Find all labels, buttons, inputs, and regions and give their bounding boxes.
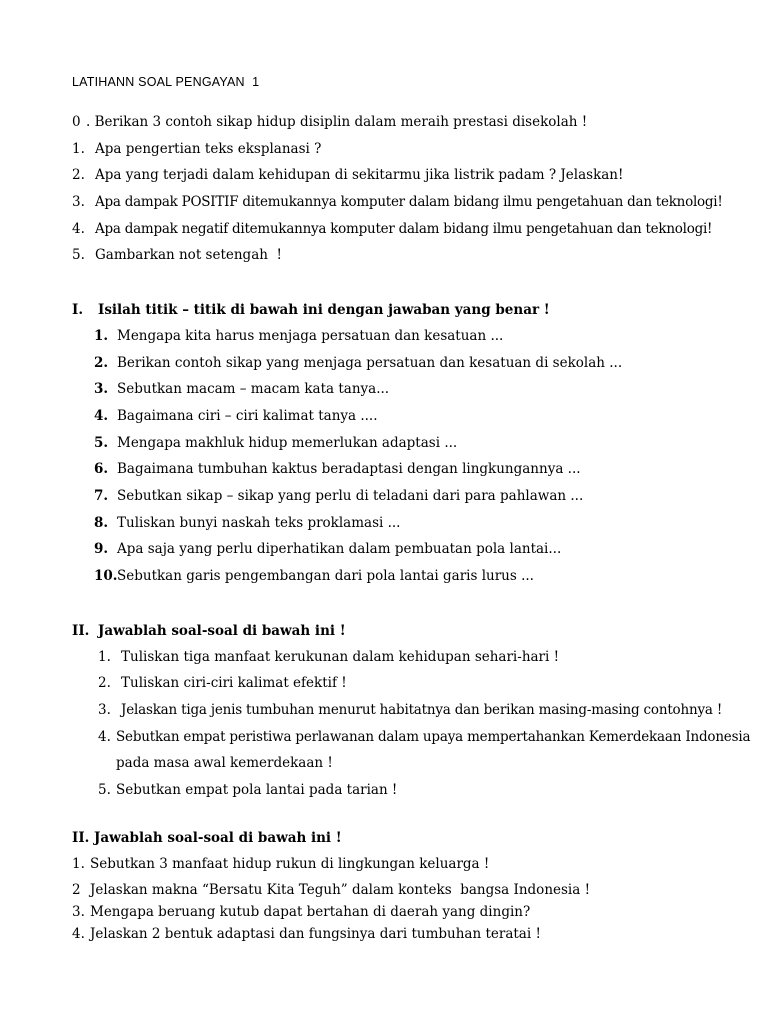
section-1-item-text: Sebutkan sikap – sikap yang perlu di teladani dari para pahlawan ...: [117, 488, 584, 504]
section-1-item-number: 4.: [94, 408, 109, 424]
section-3-item-text: Sebutkan 3 manfaat hidup rukun di lingkungan keluarga !: [90, 856, 490, 872]
section-1-item-number: 7.: [94, 488, 109, 504]
intro-item-number: 3.: [72, 194, 85, 210]
section-2-item-number: 2.: [98, 675, 111, 691]
section-3-item-text: Mengapa beruang kutub dapat bertahan di daerah yang dingin?: [90, 904, 531, 920]
section-1-item-number: 8.: [94, 515, 109, 531]
section-1-item-number: 9.: [94, 541, 109, 557]
section-1-item-number: 10.: [94, 568, 118, 584]
section-2-item-number: 1.: [98, 649, 111, 665]
section-1-item-number: 6.: [94, 461, 109, 477]
intro-item-text: Apa dampak POSITIF ditemukannya komputer dalam bidang ilmu pengetahuan dan teknologi!: [95, 194, 723, 210]
intro-item-number: 4.: [72, 221, 85, 237]
intro-item-number: 2.: [72, 167, 85, 183]
section-2-item-text: Tuliskan ciri-ciri kalimat efektif !: [121, 675, 347, 691]
section-1-item-number: 2.: [94, 355, 109, 371]
section-1-item-text: Sebutkan macam – macam kata tanya...: [117, 381, 390, 397]
intro-item-number: 5.: [72, 247, 85, 263]
page-title: LATIHANN SOAL PENGAYAN 1: [72, 75, 260, 89]
section-1-item-text: Mengapa makhluk hidup memerlukan adaptasi ...: [117, 435, 458, 451]
section-3-item-number: 4.: [72, 926, 85, 942]
section-3-item-number: 2: [72, 882, 81, 898]
section-3-item-number: 3.: [72, 904, 85, 920]
intro-item-number: 1.: [72, 141, 85, 157]
section-1-item-number: 3.: [94, 381, 109, 397]
section-1-item-text: Bagaimana tumbuhan kaktus beradaptasi dengan lingkungannya ...: [117, 461, 581, 477]
section-2-item-number: 4.: [98, 729, 111, 745]
section-3-heading: II. Jawablah soal-soal di bawah ini !: [72, 830, 342, 846]
intro-item-text: Apa yang terjadi dalam kehidupan di sekitarmu jika listrik padam ? Jelaskan!: [95, 167, 624, 183]
section-3-item-number: 1.: [72, 856, 85, 872]
section-2-item-continuation: pada masa awal kemerdekaan !: [116, 755, 333, 771]
section-1-item-text: Apa saja yang perlu diperhatikan dalam pembuatan pola lantai...: [117, 541, 562, 557]
section-2-heading: Jawablah soal-soal di bawah ini !: [98, 623, 346, 639]
intro-item-text: Apa dampak negatif ditemukannya komputer dalam bidang ilmu pengetahuan dan teknologi!: [95, 221, 713, 237]
section-2-item-text: Sebutkan empat peristiwa perlawanan dalam upaya mempertahankan Kemerdekaan Indonesia: [116, 729, 751, 745]
section-3-item-text: Jelaskan 2 bentuk adaptasi dan fungsinya dari tumbuhan teratai !: [90, 926, 541, 942]
section-3-item-text: Jelaskan makna “Bersatu Kita Teguh” dalam konteks bangsa Indonesia !: [90, 882, 591, 898]
section-2-item-text: Jelaskan tiga jenis tumbuhan menurut habitatnya dan berikan masing-masing contohnya !: [121, 702, 723, 718]
section-2-item-number: 5.: [98, 782, 111, 798]
section-1-item-number: 1.: [94, 328, 109, 344]
section-2-numeral: II.: [72, 623, 90, 639]
section-2-item-number: 3.: [98, 702, 111, 718]
section-1-item-text: Tuliskan bunyi naskah teks proklamasi ...: [117, 515, 401, 531]
section-1-numeral: I.: [72, 302, 84, 318]
section-1-item-text: Berikan contoh sikap yang menjaga persatuan dan kesatuan di sekolah ...: [117, 355, 623, 371]
intro-item-number: 0: [72, 114, 81, 130]
section-2-item-text: Tuliskan tiga manfaat kerukunan dalam kehidupan sehari-hari !: [121, 649, 560, 665]
intro-item-text: Gambarkan not setengah !: [95, 247, 282, 263]
intro-item-text: Apa pengertian teks eksplanasi ?: [95, 141, 322, 157]
section-1-item-text: Bagaimana ciri – ciri kalimat tanya ....: [117, 408, 378, 424]
section-2-item-text: Sebutkan empat pola lantai pada tarian !: [116, 782, 398, 798]
section-1-item-text: Mengapa kita harus menjaga persatuan dan kesatuan ...: [117, 328, 504, 344]
intro-item-text: . Berikan 3 contoh sikap hidup disiplin dalam meraih prestasi disekolah !: [86, 114, 588, 130]
section-1-item-text: Sebutkan garis pengembangan dari pola lantai garis lurus ...: [117, 568, 534, 584]
section-1-heading: Isilah titik – titik di bawah ini dengan jawaban yang benar !: [98, 302, 550, 318]
section-1-item-number: 5.: [94, 435, 109, 451]
